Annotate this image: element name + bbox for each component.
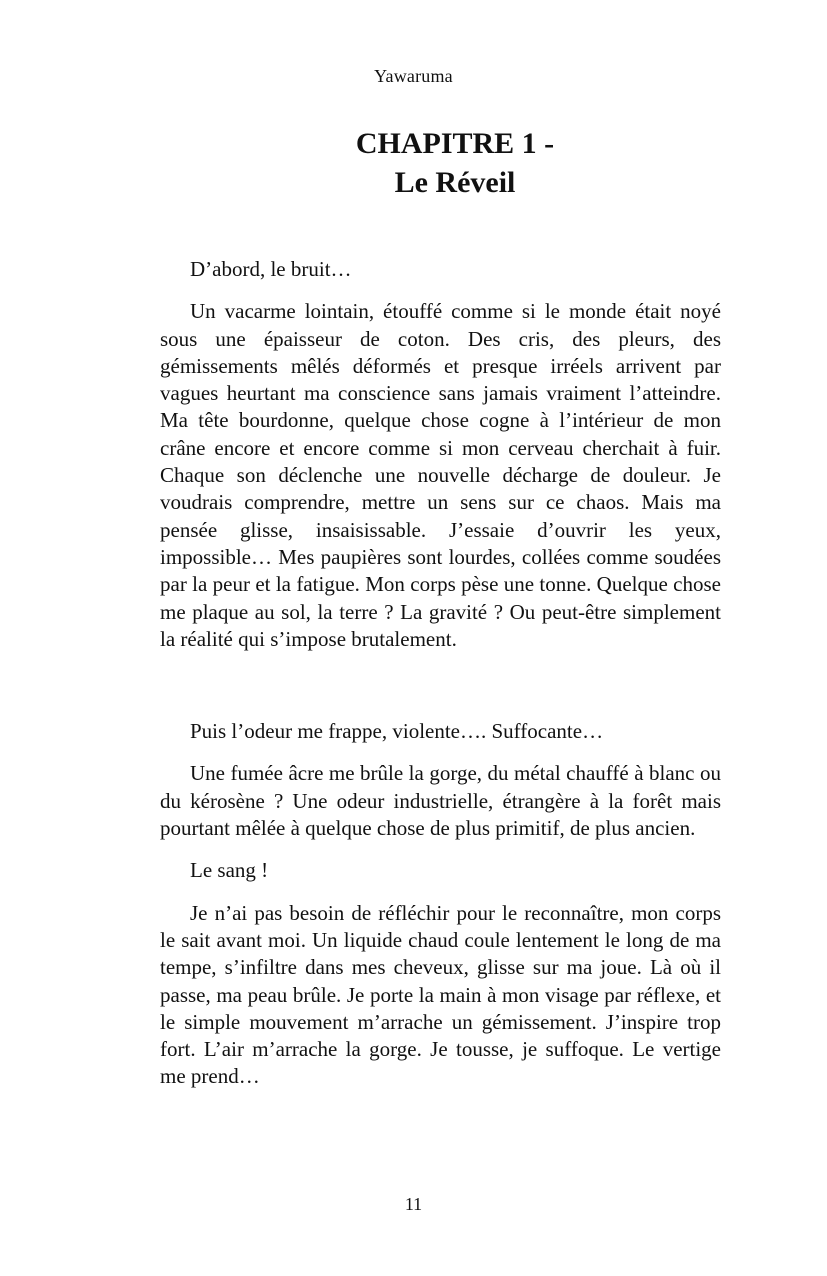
paragraph: Puis l’odeur me frappe, violente…. Suffocante… <box>190 719 604 744</box>
paragraph: D’abord, le bruit… <box>190 257 352 281</box>
page-number: 11 <box>404 1194 423 1214</box>
paragraph: Un vacarme lointain, étouffé comme si le monde était noyé sous une épaisseur de coton. Des cris, des pleurs, des gémissements mêlés déformés et presque irréels arrivent par vagues heurtant ma conscience sans jamais vraiment l’atteindre. Ma tête bourdonne, quelque chose cogne à l’intérieur de mon crâne encore et encore comme si mon cerveau cherchait à fuir. Chaque son déclenche une nouvelle décharge de douleur. Je voudrais comprendre, mettre un sens sur ce chaos. Mais ma pensée glisse, insaisissable. J’essaie d’ouvrir les yeux, impossible… Mes paupières sont lourdes, collées comme soudées par la peur et la fatigue. Mon corps pèse une tonne. Quelque chose me plaque au sol, la terre ? La gravité ? Ou peut-être simplement la réalité qui s’impose brutalement. <box>160 299 721 651</box>
chapter-title <box>300 124 610 202</box>
body-text <box>160 256 721 1091</box>
chapter-number: CHAPITRE 1 - <box>355 127 555 160</box>
section-break <box>160 653 721 718</box>
paragraph: Le sang ! <box>190 858 269 883</box>
chapter-name: Le Réveil <box>394 166 516 199</box>
paragraph: Je n’ai pas besoin de réfléchir pour le reconnaître, mon corps le sait avant moi. Un liquide chaud coule lentement le long de ma tempe, s’infiltre dans mes cheveux, glisse sur ma joue. Là où il passe, ma peau brûle. Je porte la main à mon visage par réflexe, et le simple mouvement m’arrache un gémissement. J’inspire trop fort. L’air m’arrache la gorge. Je tousse, je suffoque. Le vertige me prend… <box>160 900 721 1089</box>
running-head: Yawaruma <box>374 66 453 86</box>
paragraph: Une fumée âcre me brûle la gorge, du métal chauffé à blanc ou du kérosène ? Une odeur industrielle, étrangère à la forêt mais pourtant mêlée à quelque chose de plus primitif, de plus ancien. <box>160 761 721 841</box>
